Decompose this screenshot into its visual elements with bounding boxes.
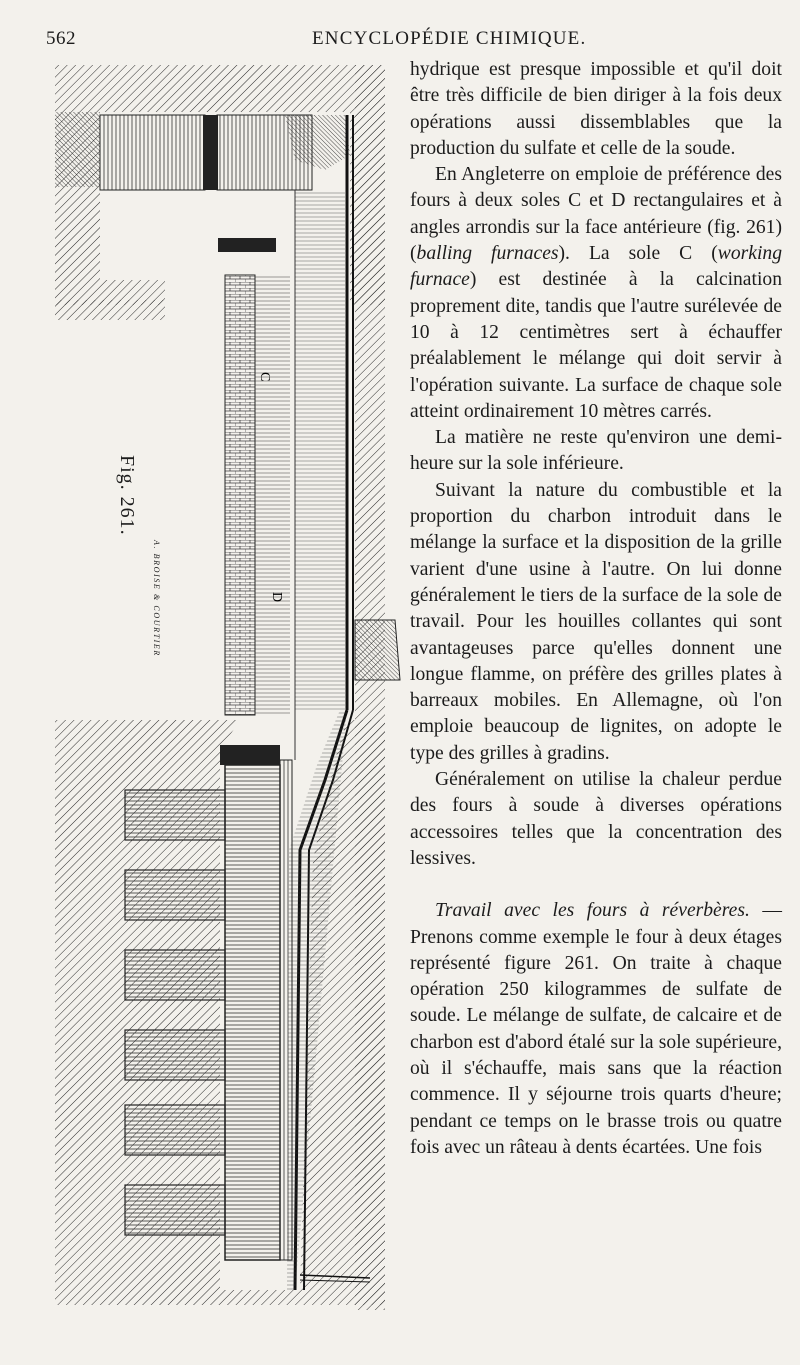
grate-block-6: [125, 1185, 225, 1235]
paragraph-4: Suivant la nature du combustible et la proportion du charbon introduit dans le mélange la surface et la disposition de la grille varient d'une usine à l'autre. On lui donne généralement le tiers de la surface de la sole de travail. Pour les houilles collantes qui sont avantageuses parce qu'elles donnent une longue flamme, on préfère des grilles plates à barreaux mobiles. En Allemagne, où l'on emploie beaucoup de lignites, on adopte le type des grilles à gradins.: [410, 479, 782, 764]
body-text: [410, 57, 782, 1161]
paragraph-2-part-b: ). La sole C (: [558, 243, 718, 265]
figure-caption: Fig. 261.: [116, 455, 138, 536]
small-dark-bar: [218, 238, 276, 252]
paragraph-5: Généralement on utilise la chaleur perdue des fours à soude à diverses opérations accessoires telles que la concentration des lessives.: [410, 769, 782, 869]
paragraph-6-body: Prenons comme exemple le four à deux étages représenté figure 261. On traite à chaque opération 250 kilogrammes de sulfate de soude. Le mélange de sulfate, de calcaire et de charbon est d'abord étalé sur la sole supérieure, où il s'échauffe, mais sans que la réaction commence. Il y séjourne trois quarts d'heure; pendant ce temps on le brasse trois ou quatre fois avec un râteau à dents écartées. Une fois: [410, 926, 782, 1158]
top-vent-block-1: [100, 115, 205, 190]
sole-c-wall: [225, 275, 255, 715]
furnace-engraving: [55, 60, 405, 1310]
grate-block-5: [125, 1105, 225, 1155]
paragraph-3: La matière ne reste qu'environ une demi-heure sur la sole inférieure.: [410, 427, 782, 475]
page-number: 562: [46, 28, 76, 49]
paragraph-2-em-balling: balling furnaces: [416, 243, 559, 265]
grate-block-4: [125, 1030, 225, 1080]
paragraph-2: [410, 162, 782, 425]
section-dash: —: [749, 900, 782, 922]
side-outlet: [355, 620, 400, 680]
furnace-figure: [55, 60, 405, 1310]
top-left-grid: [55, 112, 100, 187]
paragraph-6: [410, 898, 782, 1161]
grate-block-1: [125, 790, 225, 840]
running-head: ENCYCLOPÉDIE CHIMIQUE.: [312, 28, 587, 49]
fire-chamber: [225, 765, 280, 1260]
paragraph-2-em-working: working furnace: [410, 243, 782, 291]
page-header: [0, 28, 800, 56]
label-d: D: [269, 592, 284, 603]
top-vent-bar: [203, 115, 218, 190]
engraver-credit: A. BROISE & COURTIER: [152, 540, 161, 657]
label-c: C: [257, 372, 272, 382]
paragraph-1: hydrique est presque impossible et qu'il doit être très difficile de bien diriger à la fois deux opérations aussi dissemblables que la production du sulfate et celle de la soude.: [410, 59, 782, 159]
section-title: Travail avec les fours à réverbères.: [435, 900, 750, 922]
left-wall-top: [55, 300, 165, 320]
paragraph-2-part-a: En Angleterre on emploie de préférence des fours à deux soles C et D rectangulaires et à angles arrondis sur la face antérieure (fig. 261) (: [410, 164, 782, 265]
grate-block-3: [125, 950, 225, 1000]
fire-chamber-top: [220, 745, 280, 765]
paragraph-2-part-c: ) est destinée à la calcination proprement dite, tandis que l'autre surélevée de 10 à 12 centimètres sert à échauffer préalablement le mélange qui doit servir à l'opération suivante. La surface de chaque sole atteint ordinairement 10 mètres carrés.: [410, 269, 782, 422]
grate-block-2: [125, 870, 225, 920]
